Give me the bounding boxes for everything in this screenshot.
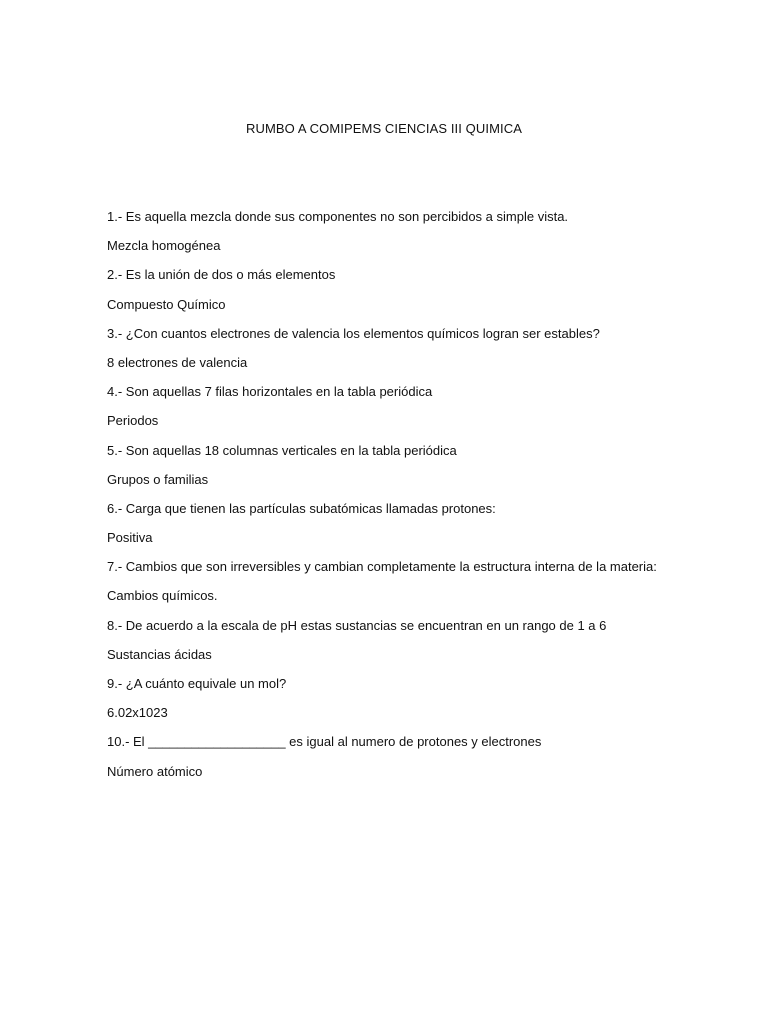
question-4: 4.- Son aquellas 7 filas horizontales en la tabla periódica: [107, 384, 433, 400]
question-6: 6.- Carga que tienen las partículas subatómicas llamadas protones:: [107, 500, 496, 516]
question-10: 10.- El ___________________ es igual al numero de protones y electrones: [107, 734, 542, 750]
answer-7: Cambios químicos.: [107, 588, 218, 604]
question-7: 7.- Cambios que son irreversibles y cambian completamente la estructura interna de la materia:: [107, 559, 657, 575]
answer-9: 6.02x1023: [107, 705, 168, 721]
answer-3: 8 electrones de valencia: [107, 354, 248, 370]
question-list: [107, 208, 707, 792]
answer-6: Positiva: [107, 530, 153, 546]
answer-4: Periodos: [107, 413, 159, 429]
answer-1: Mezcla homogénea: [107, 238, 221, 254]
document-title: RUMBO A COMIPEMS CIENCIAS III QUIMICA: [245, 121, 522, 136]
question-9: 9.- ¿A cuánto equivale un mol?: [107, 676, 287, 691]
question-2: 2.- Es la unión de dos o más elementos: [107, 267, 336, 283]
question-5: 5.- Son aquellas 18 columnas verticales en la tabla periódica: [107, 442, 457, 458]
answer-2: Compuesto Químico: [107, 296, 226, 312]
question-8: 8.- De acuerdo a la escala de pH estas sustancias se encuentran en un rango de 1 a 6: [107, 617, 607, 633]
answer-10: Número atómico: [107, 763, 203, 779]
question-1: 1.- Es aquella mezcla donde sus componentes no son percibidos a simple vista.: [107, 209, 569, 224]
answer-8: Sustancias ácidas: [107, 646, 212, 662]
question-3: 3.- ¿Con cuantos electrones de valencia los elementos químicos logran ser estables?: [107, 325, 600, 341]
answer-5: Grupos o familias: [107, 471, 209, 487]
